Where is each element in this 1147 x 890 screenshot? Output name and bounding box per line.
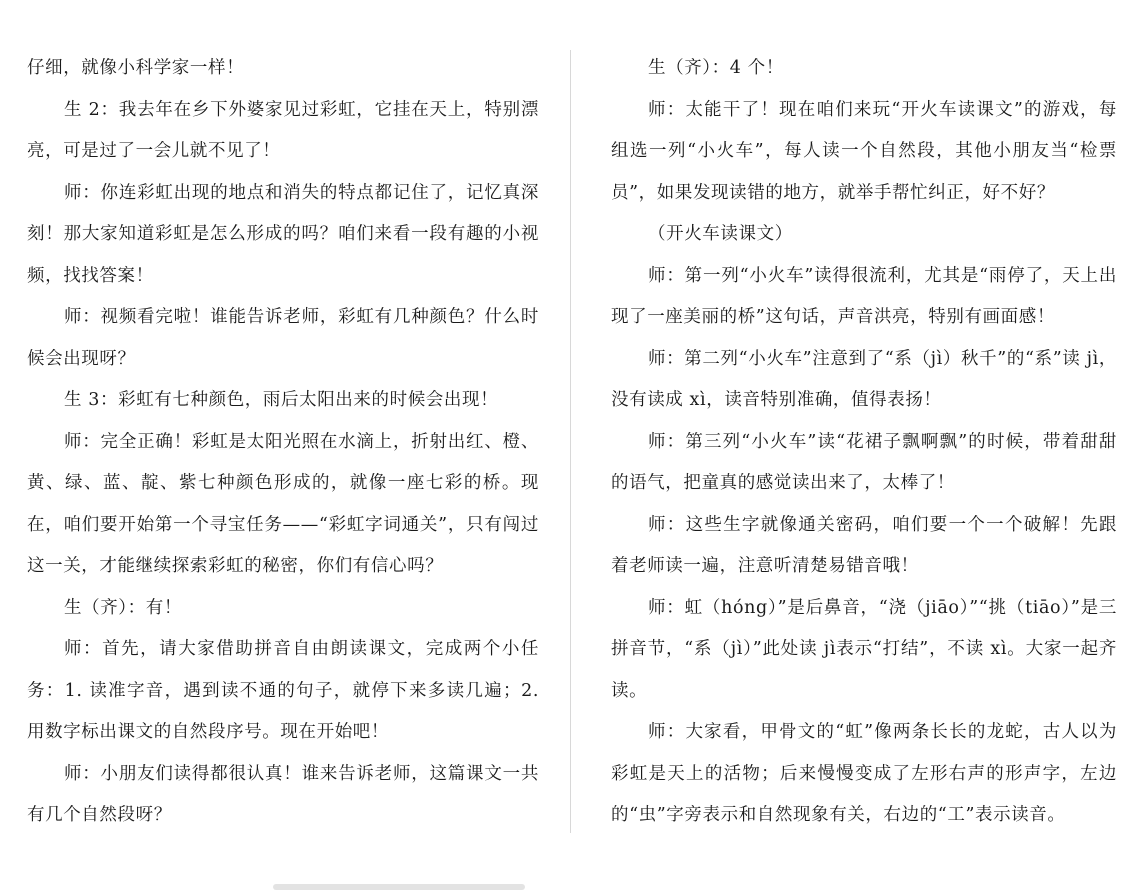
paragraph: 生（齐）：4 个！ [648,58,784,78]
paragraph: 师：虹（hóng）”是后鼻音，“浇（jiāo）”“挑（tiāo）”是三拼音节，“系（jì）”此处读 jì表示“打结”，不读 xì。大家一起齐读。 [611,597,1117,701]
paragraph: 师：首先，请大家借助拼音自由朗读课文，完成两个小任务：1. 读准字音，遇到读不通的句子，就停下来多读几遍；2. 用数字标出课文的自然段序号。现在开始吧！ [27,639,539,742]
paragraph: 师：视频看完啦！谁能告诉老师，彩虹有几种颜色？什么时候会出现呀？ [27,307,539,369]
paragraph: 师：你连彩虹出现的地点和消失的特点都记住了，记忆真深刻！那大家知道彩虹是怎么形成的吗？咱们来看一段有趣的小视频，找找答案！ [27,182,539,286]
paragraph: 生 2：我去年在乡下外婆家见过彩虹，它挂在天上，特别漂亮，可是过了一会儿就不见了！ [27,99,539,161]
paragraph: 师：这些生字就像通关密码，咱们要一个一个破解！先跟着老师读一遍，注意听清楚易错音哦！ [611,514,1117,576]
paragraph: 师：第一列“小火车”读得很流利，尤其是“雨停了，天上出现了一座美丽的桥”这句话，声音洪亮，特别有画面感！ [611,265,1117,327]
paragraph: 师：大家看，甲骨文的“虹”像两条长长的龙蛇，古人以为彩虹是天上的活物；后来慢慢变成了左形右声的形声字，左边的“虫”字旁表示和自然现象有关，右边的“工”表示读音。 [611,722,1117,825]
paragraph: 生（齐）：有！ [64,597,182,618]
horizontal-scrollbar[interactable] [273,884,525,890]
paragraph: 师：太能干了！现在咱们来玩“开火车读课文”的游戏，每组选一列“小火车”，每人读一个自然段，其他小朋友当“检票员”，如果发现读错的地方，就举手帮忙纠正，好不好？ [611,99,1117,203]
paragraph: 师：小朋友们读得都很认真！谁来告诉老师，这篇课文一共有几个自然段呀？ [27,763,539,825]
paragraph: 师：完全正确！彩虹是太阳光照在水滴上，折射出红、橙、黄、绿、蓝、靛、紫七种颜色形成的，就像一座七彩的桥。现在，咱们要开始第一个寻宝任务——“彩虹字词通关”，只有闯过这一关，才能继续探索彩虹的秘密，你们有信心吗？ [27,431,539,576]
paragraph: 师：第二列“小火车”注意到了“系（jì）秋千”的“系”读 jì，没有读成 xì，读音特别准确，值得表扬！ [611,348,1117,410]
paragraph: 仔细，就像小科学家一样！ [27,58,245,78]
paragraph: 生 3：彩虹有七种颜色，雨后太阳出来的时候会出现！ [64,390,499,410]
paragraph: （开火车读课文） [648,224,793,244]
paragraph: 师：第三列“小火车”读“花裙子飘啊飘”的时候，带着甜甜的语气，把童真的感觉读出来了，太棒了！ [611,431,1117,493]
column-divider [570,50,571,833]
left-text-column [27,48,539,837]
right-text-column [611,48,1117,837]
